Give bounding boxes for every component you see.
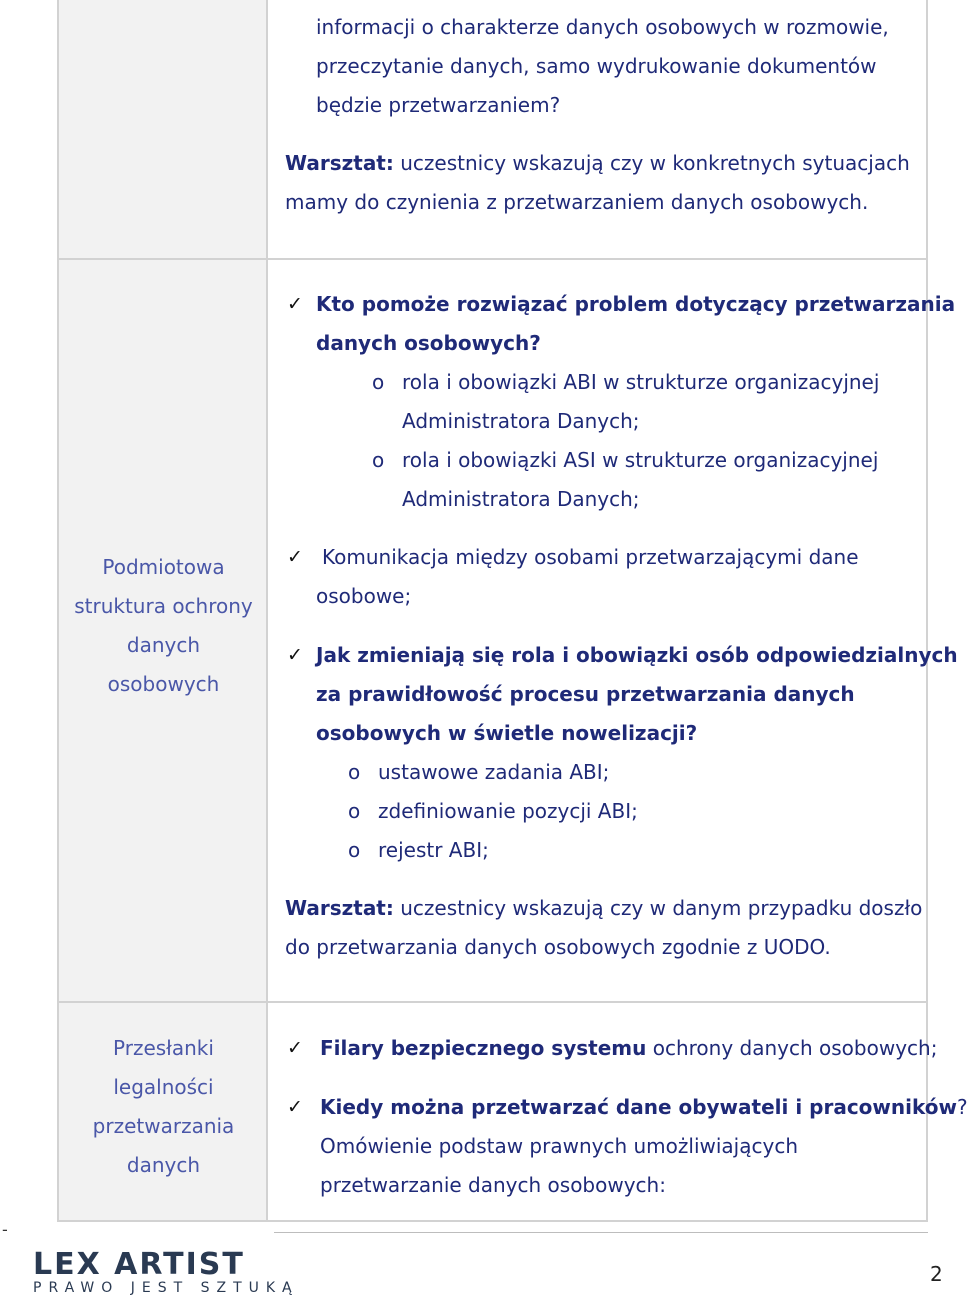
check-icon: ✓: [287, 1096, 303, 1118]
body-text: osobowe;: [316, 584, 412, 608]
list-item: rejestr ABI;: [378, 838, 489, 862]
question-heading: Kto pomoże rozwiązać problem dotyczący przetwarzania: [316, 292, 956, 316]
row-label-line: danych: [126, 1153, 201, 1177]
pillar-desc: ochrony danych osobowych;: [646, 1036, 938, 1060]
check-icon: ✓: [287, 293, 303, 315]
left-cell: [59, 1003, 268, 1220]
workshop-text: [285, 889, 922, 928]
workshop-desc: uczestnicy wskazują czy w danym przypadku doszło: [393, 896, 923, 920]
workshop-desc: uczestnicy wskazują czy w konkretnych sytuacjach: [393, 151, 910, 175]
list-item: Administratora Danych;: [402, 409, 640, 433]
bullet-icon: o: [372, 448, 385, 472]
bullet-icon: o: [348, 760, 361, 784]
table-row: [59, 260, 958, 1003]
pillar-heading: Filary bezpiecznego systemu: [320, 1036, 647, 1060]
list-item: zdefiniowanie pozycji ABI;: [378, 799, 638, 823]
body-text: mamy do czynienia z przetwarzaniem danych osobowych.: [285, 190, 869, 214]
footer-divider: [274, 1232, 928, 1233]
list-item: Administratora Danych;: [402, 487, 640, 511]
check-icon: ✓: [287, 644, 303, 666]
body-text: do przetwarzania danych osobowych zgodnie z UODO.: [285, 935, 831, 959]
row-label-line: danych: [126, 633, 201, 657]
body-text: Komunikacja między osobami przetwarzającymi dane: [322, 545, 859, 569]
logo-tagline: PRAWO JEST SZTUKĄ: [33, 1280, 299, 1296]
body-text: przeczytanie danych, samo wydrukowanie dokumentów: [316, 54, 877, 78]
left-cell: [59, 0, 268, 258]
body-text: Omówienie podstaw prawnych umożliwiających: [320, 1134, 798, 1158]
question-heading: [320, 1088, 968, 1127]
workshop-text: [285, 144, 910, 183]
question-heading: danych osobowych?: [316, 331, 541, 355]
workshop-label: Warsztat:: [285, 896, 394, 920]
bullet-icon: o: [348, 838, 361, 862]
question-mark: ?: [956, 1095, 968, 1119]
row-label-line: Podmiotowa: [102, 555, 225, 579]
row-label-line: legalności: [113, 1075, 214, 1099]
bullet-icon: o: [372, 370, 385, 394]
row-label-line: przetwarzania: [92, 1114, 235, 1138]
body-text: informacji o charakterze danych osobowych w rozmowie,: [316, 15, 889, 39]
table-row: [59, 0, 926, 260]
page-number: 2: [930, 1262, 943, 1286]
logo-title: LEX ARTIST: [33, 1247, 245, 1282]
list-item: rola i obowiązki ABI w strukturze organizacyjnej: [402, 370, 880, 394]
workshop-label: Warsztat:: [285, 151, 394, 175]
question-bold: Kiedy można przetwarzać dane obywateli i pracowników: [320, 1095, 957, 1119]
table-row: [59, 1003, 968, 1222]
list-item: rola i obowiązki ASI w strukturze organizacyjnej: [402, 448, 879, 472]
bullet-icon: o: [348, 799, 361, 823]
row-label-line: osobowych: [107, 672, 220, 696]
content-table: [57, 0, 968, 1222]
question-heading: Jak zmieniają się rola i obowiązki osób odpowiedzialnych: [316, 643, 958, 667]
body-text: [320, 1029, 937, 1068]
row-label-line: Przesłanki: [113, 1036, 214, 1060]
body-text: będzie przetwarzaniem?: [316, 93, 561, 117]
list-item: ustawowe zadania ABI;: [378, 760, 610, 784]
question-heading: osobowych w świetle nowelizacji?: [316, 721, 698, 745]
check-icon: ✓: [287, 1037, 303, 1059]
footer-dash: -: [2, 1220, 8, 1239]
body-text: przetwarzanie danych osobowych:: [320, 1173, 666, 1197]
question-heading: za prawidłowość procesu przetwarzania danych: [316, 682, 855, 706]
company-logo: [33, 1247, 299, 1296]
row-label-line: struktura ochrony: [74, 594, 253, 618]
left-cell: [59, 260, 268, 1001]
check-icon: ✓: [287, 546, 303, 568]
